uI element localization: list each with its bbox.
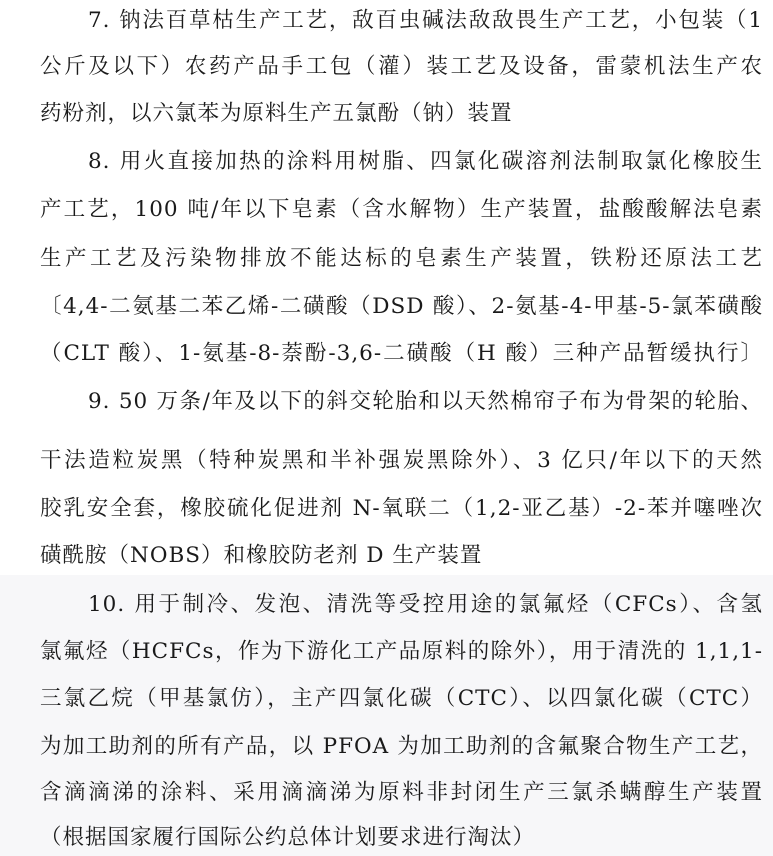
paragraph-10-line-5: 含滴滴涕的涂料、采用滴滴涕为原料非封闭生产三氯杀螨醇生产装置 [40, 780, 763, 805]
paragraph-10-line-2: 氯氟烃（HCFCs，作为下游化工产品原料的除外），用于清洗的 1,1,1- [40, 639, 763, 664]
paragraph-8-line-1: 8. 用火直接加热的涂料用树脂、四氯化碳溶剂法制取氯化橡胶生 [88, 149, 763, 174]
paragraph-10-line-1: 10. 用于制冷、发泡、清洗等受控用途的氯氟烃（CFCs）、含氢 [88, 592, 763, 617]
paragraph-8-line-4: 〔4,4-二氨基二苯乙烯-二磺酸（DSD 酸）、2-氨基-4-甲基-5-氯苯磺酸 [40, 294, 763, 319]
paragraph-8-line-3: 生产工艺及污染物排放不能达标的皂素生产装置，铁粉还原法工艺 [40, 246, 763, 271]
paragraph-7-line-1: 7. 钠法百草枯生产工艺，敌百虫碱法敌敌畏生产工艺，小包装（1 [88, 8, 763, 33]
paragraph-7-line-3: 药粉剂，以六氯苯为原料生产五氯酚（钠）装置 [40, 101, 513, 126]
paragraph-9-line-1: 9. 50 万条/年及以下的斜交轮胎和以天然棉帘子布为骨架的轮胎、 [88, 389, 763, 414]
paragraph-10-line-3: 三氯乙烷（甲基氯仿），主产四氯化碳（CTC）、以四氯化碳（CTC） [40, 686, 763, 711]
paragraph-10-line-4: 为加工助剂的所有产品，以 PFOA 为加工助剂的含氟聚合物生产工艺， [40, 734, 763, 759]
paragraph-8-line-2: 产工艺，100 吨/年以下皂素（含水解物）生产装置，盐酸酸解法皂素 [40, 197, 763, 222]
paragraph-9-line-3: 胶乳安全套，橡胶硫化促进剂 N-氧联二（1,2-亚乙基）-2-苯并噻唑次 [40, 496, 763, 521]
paragraph-8-line-5: （CLT 酸）、1-氨基-8-萘酚-3,6-二磺酸（H 酸）三种产品暂缓执行〕 [40, 341, 763, 366]
paragraph-10-line-6: （根据国家履行国际公约总体计划要求进行淘汰） [40, 825, 536, 850]
paragraph-7-line-2: 公斤及以下）农药产品手工包（灌）装工艺及设备，雷蒙机法生产农 [40, 54, 763, 79]
paragraph-9-line-4: 磺酰胺（NOBS）和橡胶防老剂 D 生产装置 [40, 543, 483, 568]
paragraph-9-line-2: 干法造粒炭黑（特种炭黑和半补强炭黑除外）、3 亿只/年以下的天然 [40, 448, 763, 473]
